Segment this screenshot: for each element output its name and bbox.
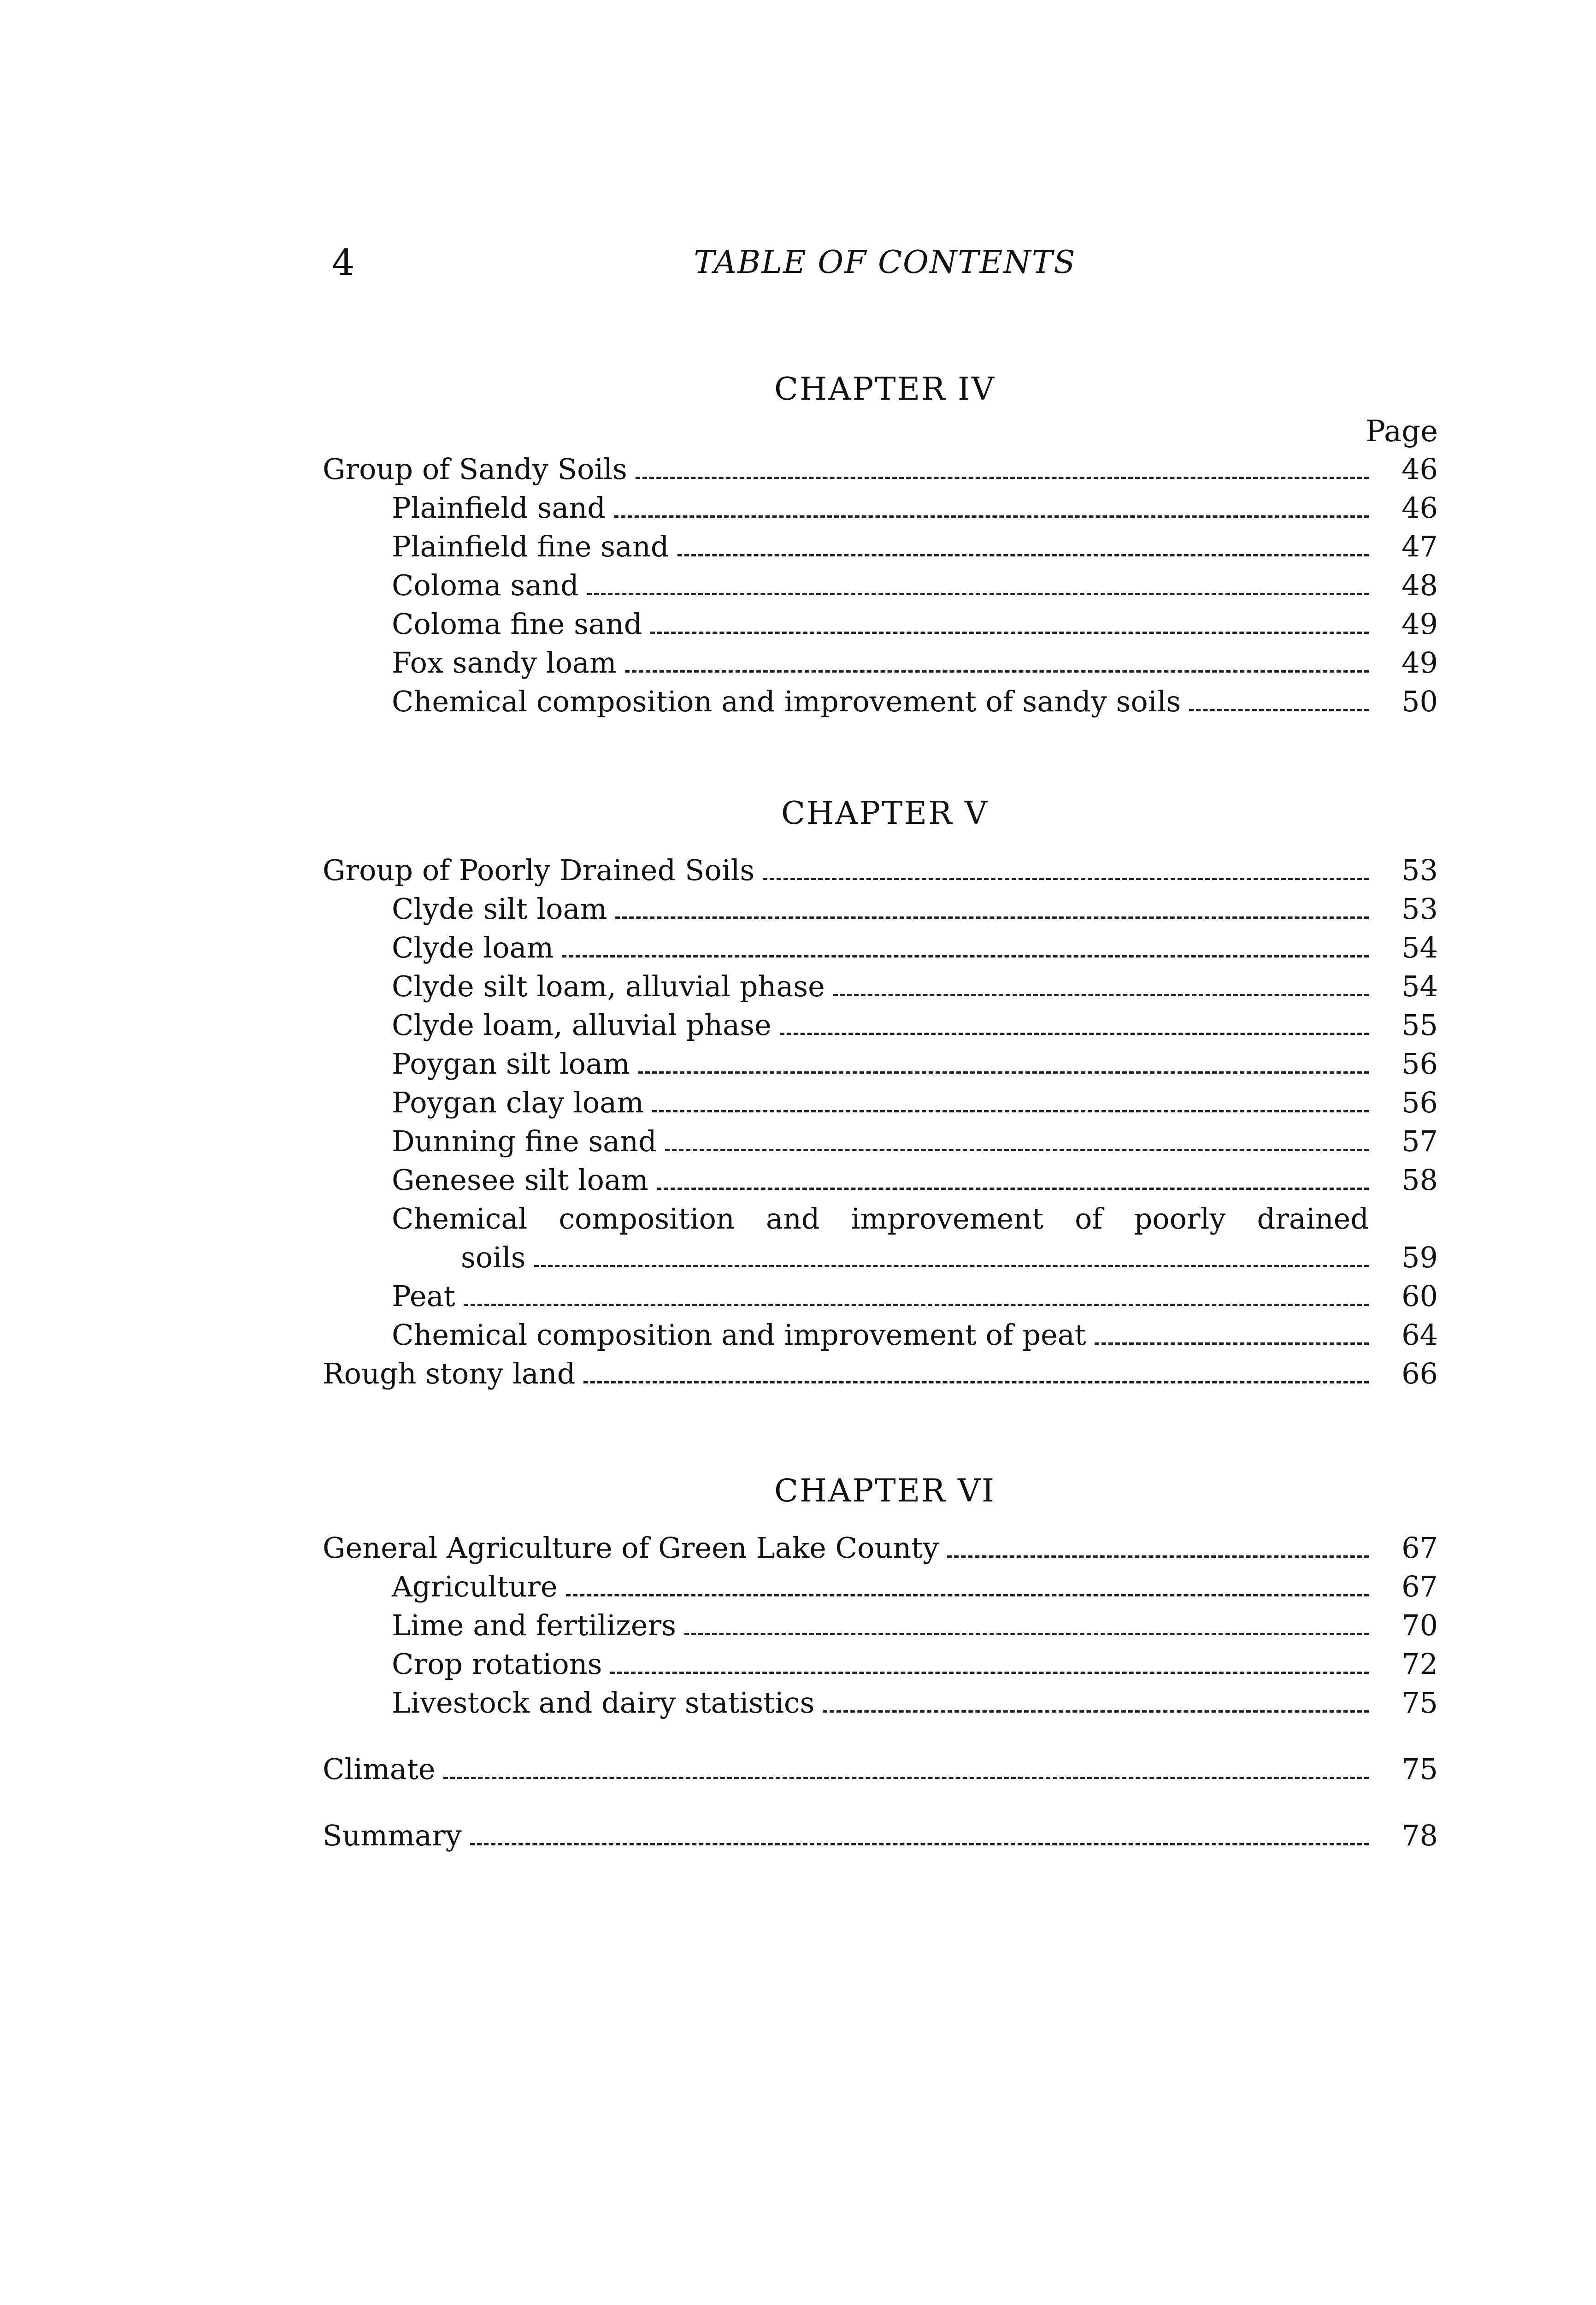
toc-entry-page: 75 <box>1402 1752 1438 1786</box>
toc-entry-page: 64 <box>1402 1318 1438 1352</box>
toc-entry-label: Poygan clay loam <box>392 1086 644 1119</box>
toc-entry-page: 53 <box>1402 892 1438 926</box>
running-head <box>332 240 1438 286</box>
toc-entry <box>323 1006 1447 1045</box>
toc-entry <box>323 1750 1447 1789</box>
toc-entry <box>323 1161 1447 1200</box>
toc-entry <box>323 1606 1447 1645</box>
dot-leader <box>625 670 1369 673</box>
toc-entry-label: Clyde silt loam <box>392 892 607 926</box>
running-title: TABLE OF CONTENTS <box>694 244 1076 281</box>
toc-entry <box>323 450 1447 489</box>
toc-entry <box>323 489 1447 527</box>
toc-entry-page: 53 <box>1402 853 1438 887</box>
dot-leader <box>657 1188 1369 1190</box>
toc-entry <box>323 1816 1447 1855</box>
toc-entry-page: 67 <box>1402 1570 1438 1603</box>
toc-entry-label: Coloma fine sand <box>392 607 642 641</box>
toc-entry-page: 46 <box>1402 452 1438 486</box>
dot-leader <box>610 1672 1369 1674</box>
toc-entry-page: 54 <box>1402 931 1438 964</box>
dot-leader <box>1189 709 1369 711</box>
toc-entry <box>323 967 1447 1006</box>
chapter-vi-section <box>323 1471 1447 1855</box>
dot-leader <box>470 1843 1369 1845</box>
toc-entry-label: Peat <box>392 1279 455 1313</box>
dot-leader <box>947 1555 1369 1558</box>
toc-entry-label: Clyde loam, alluvial phase <box>392 1008 771 1042</box>
toc-entry-label: Fox sandy loam <box>392 646 617 680</box>
dot-leader <box>677 554 1369 556</box>
toc-entry <box>323 527 1447 566</box>
toc-entry-label: Dunning fine sand <box>392 1124 657 1158</box>
toc-entry <box>323 1238 1447 1277</box>
dot-leader <box>587 593 1369 595</box>
toc-entry-label: Plainfield fine sand <box>392 530 669 563</box>
toc-entry-label: Chemical composition and improvement of sandy soils <box>392 685 1181 718</box>
dot-leader <box>763 878 1369 880</box>
toc-entry-label: Genesee silt loam <box>392 1163 648 1197</box>
dot-leader <box>464 1304 1369 1306</box>
toc-entry-page: 54 <box>1402 969 1438 1003</box>
toc-entry-page: 66 <box>1402 1357 1438 1390</box>
toc-entry-label: Group of Sandy Soils <box>323 452 627 486</box>
chapter-iv-title: CHAPTER IV <box>774 371 995 408</box>
dot-leader <box>823 1710 1369 1713</box>
dot-leader <box>566 1594 1369 1596</box>
page-column-head: Page <box>1365 414 1438 449</box>
dot-leader <box>780 1033 1369 1035</box>
toc-entry-label: Crop rotations <box>392 1647 602 1681</box>
toc-entry <box>323 566 1447 605</box>
toc-entry-label: Chemical composition and improvement of peat <box>392 1318 1086 1352</box>
dot-leader <box>650 632 1369 634</box>
toc-entry-page: 75 <box>1402 1686 1438 1720</box>
toc-entry <box>323 1645 1447 1684</box>
toc-entry-page: 60 <box>1402 1279 1438 1313</box>
toc-entry-label: Plainfield sand <box>392 491 606 525</box>
toc-entry <box>323 1684 1447 1722</box>
toc-entry-page: 70 <box>1402 1608 1438 1642</box>
toc-entry-label: Coloma sand <box>392 568 579 602</box>
toc-entry-label: Clyde silt loam, alluvial phase <box>392 969 825 1003</box>
dot-leader <box>562 955 1369 957</box>
toc-entry <box>323 605 1447 644</box>
toc-entry <box>323 644 1447 682</box>
toc-entry <box>323 1354 1447 1393</box>
toc-entry-label: soils <box>461 1241 526 1274</box>
toc-entry-page: 72 <box>1402 1647 1438 1681</box>
page-number: 4 <box>332 242 355 284</box>
toc-entry <box>323 1529 1447 1567</box>
chapter-v-section <box>323 793 1447 1393</box>
dot-leader <box>638 1071 1369 1074</box>
toc-entry-page: 78 <box>1402 1819 1438 1852</box>
toc-entry-page: 48 <box>1402 568 1438 602</box>
toc-entry <box>323 1122 1447 1161</box>
toc-entry-label: Clyde loam <box>392 931 554 964</box>
toc-entry-label: Rough stony land <box>323 1357 576 1390</box>
toc-entry <box>323 851 1447 890</box>
toc-entry-page: 55 <box>1402 1008 1438 1042</box>
dot-leader <box>636 477 1369 479</box>
toc-entry-page: 49 <box>1402 646 1438 680</box>
toc-entry-page: 67 <box>1402 1531 1438 1565</box>
toc-entry-page: 49 <box>1402 607 1438 641</box>
dot-leader <box>684 1633 1369 1635</box>
toc-entry-label: Summary <box>323 1819 462 1852</box>
toc-entry <box>323 928 1447 967</box>
dot-leader <box>534 1265 1369 1267</box>
toc-entry <box>323 1567 1447 1606</box>
toc-entry-page: 57 <box>1402 1124 1438 1158</box>
toc-entry-label: Poygan silt loam <box>392 1047 630 1081</box>
toc-entry-wrapped-first-line: Chemical composition and improvement of poorly drained <box>392 1202 1369 1235</box>
toc-entry-page: 50 <box>1402 685 1438 718</box>
chapter-v-title: CHAPTER V <box>781 795 989 832</box>
toc-entry-page: 47 <box>1402 530 1438 563</box>
chapter-iv-section <box>323 369 1447 721</box>
toc-entry-label: Lime and fertilizers <box>392 1608 676 1642</box>
toc-entry <box>323 1277 1447 1316</box>
toc-entry <box>323 1045 1447 1083</box>
dot-leader <box>583 1381 1369 1383</box>
dot-leader <box>833 994 1369 996</box>
toc-entry-page: 56 <box>1402 1047 1438 1081</box>
toc-entry-page: 59 <box>1402 1241 1438 1274</box>
toc-entry-label: Climate <box>323 1752 436 1786</box>
toc-entry <box>323 682 1447 721</box>
toc-entry-label: Livestock and dairy statistics <box>392 1686 815 1720</box>
dot-leader <box>615 916 1369 919</box>
dot-leader <box>614 515 1369 518</box>
toc-entry-label: Agriculture <box>392 1570 558 1603</box>
toc-entry <box>323 890 1447 928</box>
toc-entry-label: Group of Poorly Drained Soils <box>323 853 755 887</box>
toc-entry <box>323 1083 1447 1122</box>
toc-entry-label: General Agriculture of Green Lake County <box>323 1531 939 1565</box>
toc-entry <box>323 1316 1447 1354</box>
chapter-vi-title: CHAPTER VI <box>774 1473 995 1509</box>
dot-leader <box>652 1110 1369 1112</box>
dot-leader <box>665 1149 1369 1151</box>
dot-leader <box>1095 1342 1369 1345</box>
toc-entry-page: 46 <box>1402 491 1438 525</box>
toc-entry-page: 56 <box>1402 1086 1438 1119</box>
dot-leader <box>443 1777 1369 1779</box>
toc-entry-page: 58 <box>1402 1163 1438 1197</box>
